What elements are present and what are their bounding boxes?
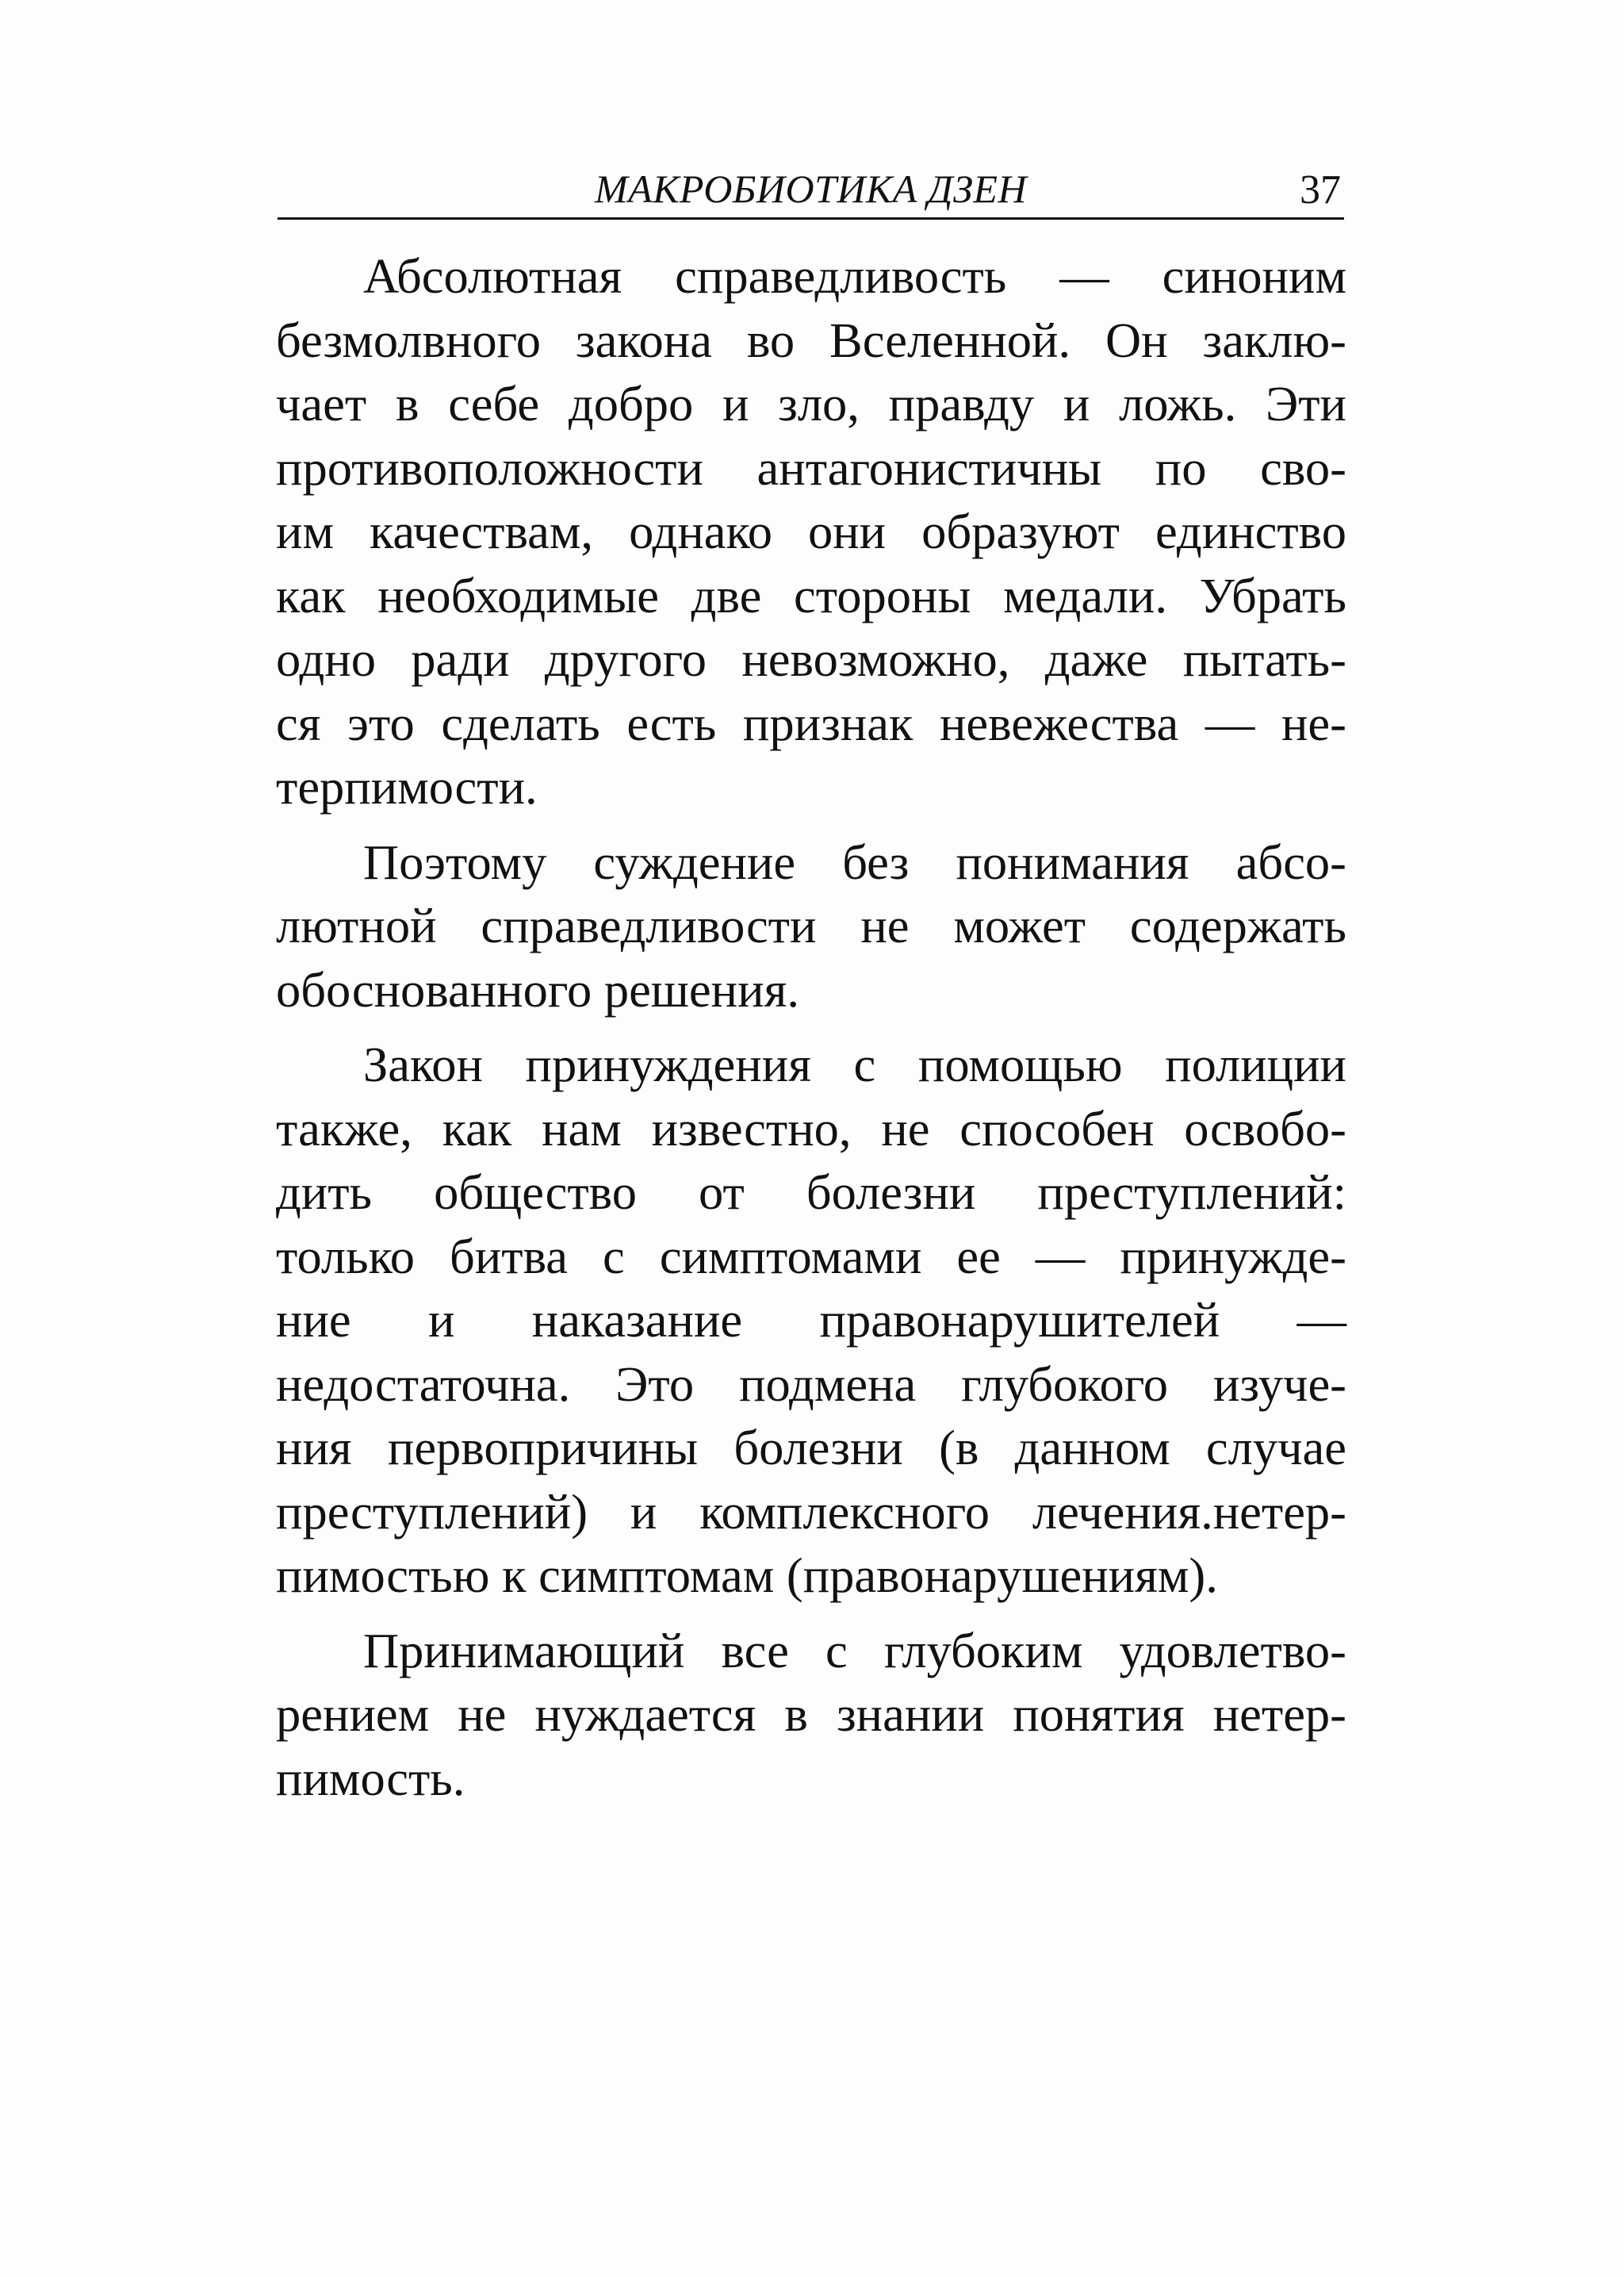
text-line: чает в себе добро и зло, правду и ложь. Эти bbox=[276, 376, 1346, 431]
paragraph-4 bbox=[276, 1619, 1346, 1811]
text-line: лютной справедливости не может содержать bbox=[276, 898, 1346, 953]
paragraph-2 bbox=[276, 830, 1346, 1022]
text-line: пимостью к симптомам (правонарушениям). bbox=[276, 1547, 1218, 1603]
text-line: как необходимые две стороны медали. Убрать bbox=[276, 567, 1346, 623]
text-line: обоснованного решения. bbox=[276, 961, 799, 1018]
text-line: ния первопричины болезни (в данном случае bbox=[276, 1420, 1346, 1475]
page-number: 37 bbox=[1300, 167, 1341, 213]
text-line: одно ради другого невозможно, даже пытать- bbox=[276, 631, 1346, 687]
text-line: Принимающий все с глубоким удовлетво- bbox=[363, 1622, 1346, 1678]
running-title: МАКРОБИОТИКА ДЗЕН bbox=[595, 167, 1027, 211]
text-line: ся это сделать есть признак невежества — не- bbox=[276, 695, 1346, 751]
body-text bbox=[276, 244, 1346, 1810]
running-head bbox=[278, 155, 1344, 219]
text-line: Закон принуждения с помощью полиции bbox=[363, 1037, 1346, 1092]
text-line: также, как нам известно, не способен освобо- bbox=[276, 1100, 1346, 1156]
text-line: недостаточна. Это подмена глубокого изуче- bbox=[276, 1356, 1346, 1412]
text-line: рением не нуждается в знании понятия нетер- bbox=[276, 1686, 1346, 1742]
text-line: терпимости. bbox=[276, 759, 538, 815]
text-line: дить общество от болезни преступлений: bbox=[276, 1164, 1346, 1220]
paragraph-3 bbox=[276, 1033, 1346, 1608]
text-line: только битва с симптомами ее — принужде- bbox=[276, 1228, 1346, 1284]
text-line: безмолвного закона во Вселенной. Он заклю- bbox=[276, 312, 1346, 368]
text-line: ние и наказание правонарушителей — bbox=[276, 1292, 1346, 1348]
paragraph-1 bbox=[276, 244, 1346, 819]
text-line: противоположности антагонистичны по сво- bbox=[276, 439, 1346, 496]
text-line: преступлений) и комплексного лечения.нетер- bbox=[276, 1483, 1346, 1540]
text-line: пимость. bbox=[276, 1750, 465, 1806]
text-line: им качествам, однако они образуют единство bbox=[276, 504, 1346, 559]
text-line: Поэтому суждение без понимания абсо- bbox=[363, 834, 1346, 890]
text-line: Абсолютная справедливость — синоним bbox=[363, 248, 1346, 304]
header-rule bbox=[278, 217, 1344, 220]
